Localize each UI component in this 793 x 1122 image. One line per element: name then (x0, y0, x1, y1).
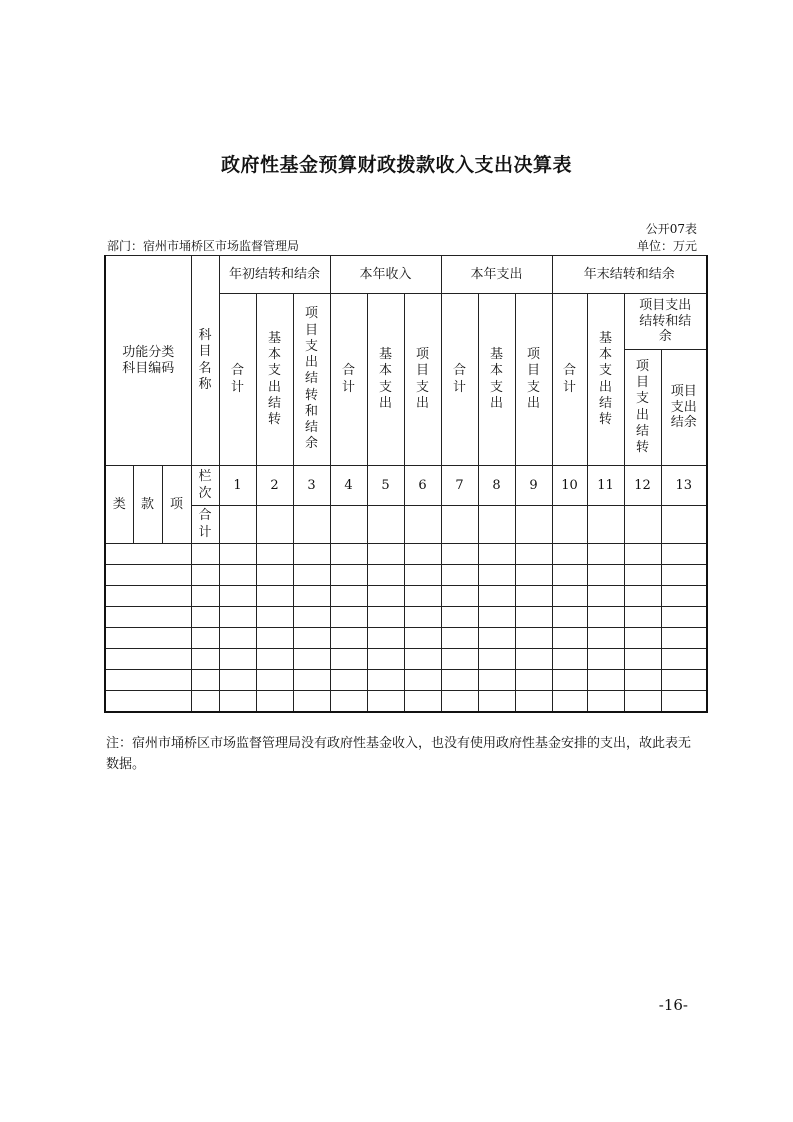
cat-kuan-header: 款 (133, 466, 162, 544)
income-project-header: 项目支出 (404, 294, 441, 466)
end-balance-header: 年末结转和结余 (552, 256, 707, 294)
unit-label: 单位：万元 (636, 239, 697, 253)
column-number: 13 (661, 466, 707, 506)
column-number: 10 (552, 466, 587, 506)
table-cell (367, 506, 404, 544)
begin-total-header: 合计 (219, 294, 256, 466)
column-number: 2 (256, 466, 293, 506)
table-cell (624, 506, 661, 544)
end-project-balance-header: 项目支出结余 (661, 350, 707, 466)
table-row (105, 586, 707, 607)
column-number: 7 (441, 466, 478, 506)
func-code-header: 功能分类科目编码 (105, 256, 191, 466)
column-number: 12 (624, 466, 661, 506)
current-expense-header: 本年支出 (441, 256, 552, 294)
table-note: 注：宿州市埇桥区市场监督管理局没有政府性基金收入，也没有使用政府性基金安排的支出，故此表无数据。 (106, 736, 692, 772)
table-row (105, 691, 707, 712)
fund-budget-table (104, 255, 708, 713)
table-cell (404, 506, 441, 544)
table-cell (661, 506, 707, 544)
column-number: 4 (330, 466, 367, 506)
table-row (105, 628, 707, 649)
end-basic-carry-header: 基本支出结转 (587, 294, 624, 466)
page-title: 政府性基金预算财政拨款收入支出决算表 (220, 154, 572, 176)
subject-name-header: 科目名称 (191, 256, 219, 466)
table-cell (219, 506, 256, 544)
end-project-carry-header: 项目支出结转 (624, 350, 661, 466)
table-row (105, 607, 707, 628)
table-row (105, 544, 707, 565)
row-total-label: 合计 (191, 506, 219, 544)
table-cell (330, 506, 367, 544)
row-column-label: 栏次 (191, 466, 219, 506)
table-row (105, 565, 707, 586)
expense-project-header: 项目支出 (515, 294, 552, 466)
cat-xiang-header: 项 (162, 466, 191, 544)
table-cell (441, 506, 478, 544)
income-basic-header: 基本支出 (367, 294, 404, 466)
table-cell (587, 506, 624, 544)
begin-basic-carry-header: 基本支出结转 (256, 294, 293, 466)
table-cell (256, 506, 293, 544)
cat-lei-header: 类 (105, 466, 133, 544)
column-number: 11 (587, 466, 624, 506)
column-number: 5 (367, 466, 404, 506)
income-total-header: 合计 (330, 294, 367, 466)
current-income-header: 本年收入 (330, 256, 441, 294)
department-label: 部门：宿州市埇桥区市场监督管理局 (107, 239, 300, 253)
expense-basic-header: 基本支出 (478, 294, 515, 466)
begin-balance-header: 年初结转和结余 (219, 256, 330, 294)
page-number: -16- (658, 996, 688, 1014)
table-row (105, 670, 707, 691)
table-code: 公开07表 (645, 222, 697, 236)
column-number: 8 (478, 466, 515, 506)
table-cell (552, 506, 587, 544)
table-row (105, 649, 707, 670)
expense-total-header: 合计 (441, 294, 478, 466)
column-number: 9 (515, 466, 552, 506)
table-cell (478, 506, 515, 544)
column-number: 1 (219, 466, 256, 506)
table-cell (515, 506, 552, 544)
column-number: 6 (404, 466, 441, 506)
end-total-header: 合计 (552, 294, 587, 466)
column-number: 3 (293, 466, 330, 506)
begin-project-carry-balance-header: 项目支出结转和结余 (293, 294, 330, 466)
table-cell (293, 506, 330, 544)
end-project-carry-balance-header: 项目支出结转和结余 (624, 294, 707, 350)
